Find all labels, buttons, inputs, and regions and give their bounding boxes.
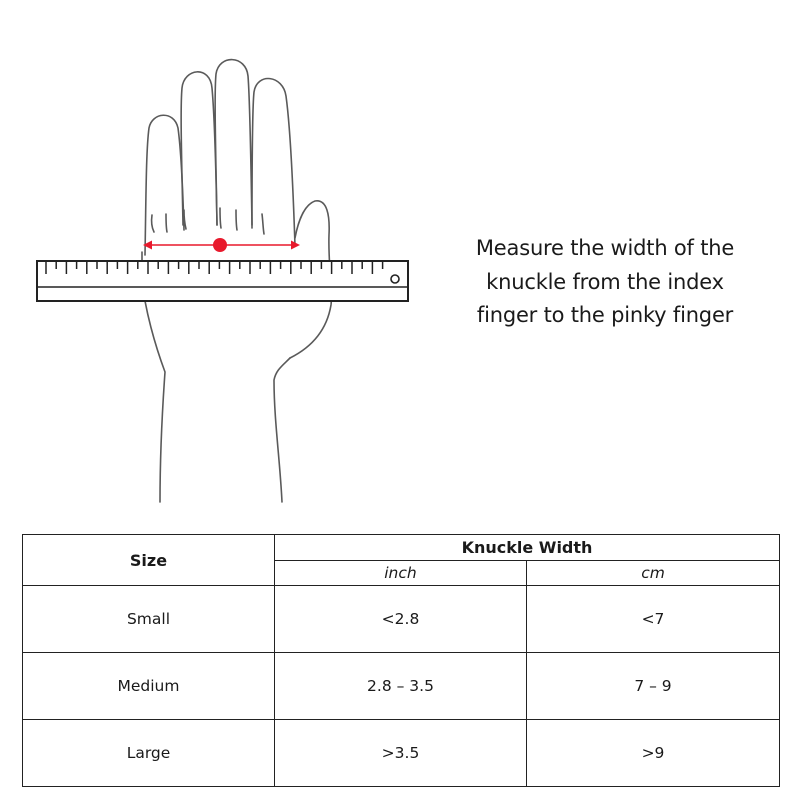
- cm-cell: <7: [527, 586, 780, 653]
- cm-column-header: cm: [527, 561, 780, 586]
- table-row: [23, 653, 780, 720]
- inch-cell: <2.8: [275, 586, 527, 653]
- knuckle-width-header: Knuckle Width: [275, 535, 780, 561]
- instruction-line-2: knuckle from the index: [486, 269, 724, 294]
- size-cell: Small: [23, 586, 275, 653]
- cm-cell: >9: [527, 720, 780, 787]
- size-column-header: Size: [23, 535, 275, 586]
- ruler-icon: [37, 261, 408, 301]
- instruction-line-3: finger to the pinky finger: [476, 303, 734, 327]
- size-cell: Medium: [23, 653, 275, 720]
- inch-cell: >3.5: [275, 720, 527, 787]
- table-row: [23, 720, 780, 787]
- table-row: [23, 586, 780, 653]
- measurement-instruction: [455, 232, 755, 333]
- measure-arrow-icon: [143, 238, 300, 252]
- size-cell: Large: [23, 720, 275, 787]
- inch-cell: 2.8 – 3.5: [275, 653, 527, 720]
- cm-cell: 7 – 9: [527, 653, 780, 720]
- size-chart-table: [22, 534, 780, 787]
- instruction-line-1: Measure the width of the: [475, 236, 735, 260]
- inch-column-header: inch: [275, 561, 527, 586]
